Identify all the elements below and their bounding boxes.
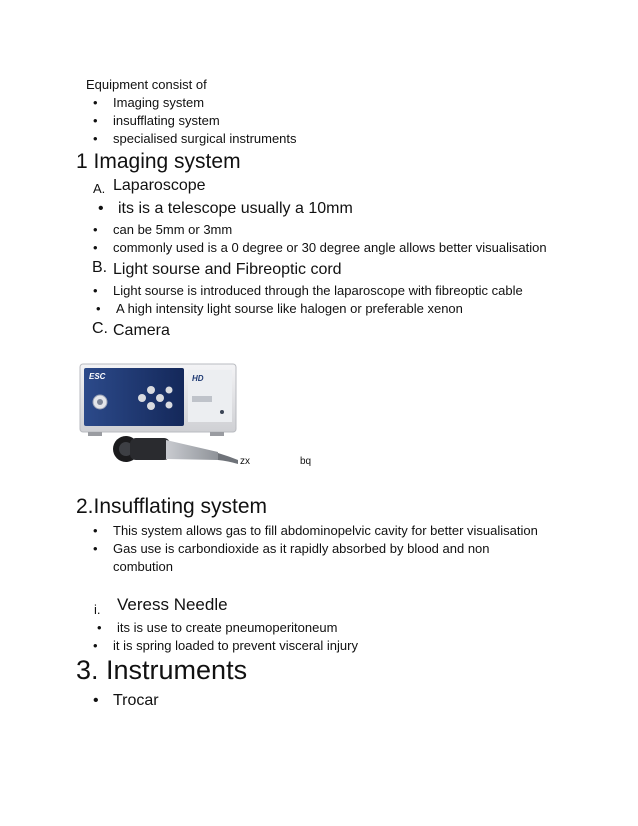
laparoscope-item-size: • can be 5mm or 3mm xyxy=(113,222,232,237)
subsection-b-marker: B. xyxy=(92,259,108,276)
figure-caption-bq: bq xyxy=(300,456,312,467)
subsection-c-label: Camera xyxy=(113,322,170,339)
light-item-introduced: • Light sourse is introduced through the laparoscope with fibreoptic cable xyxy=(113,283,523,298)
intro-item-insufflating: • insufflating system xyxy=(113,113,220,128)
subsection-c-marker: C. xyxy=(92,320,108,337)
laparoscope-item-angle: • commonly used is a 0 degree or 30 degree angle allows better visualisation xyxy=(113,240,547,255)
instruments-item-trocar: • Trocar xyxy=(113,692,159,710)
intro-item-instruments: • specialised surgical instruments xyxy=(113,131,297,146)
insufflation-item-co2-cont: combution xyxy=(113,559,173,574)
veress-item-spring: • it is spring loaded to prevent visceral injury xyxy=(113,638,358,653)
section3-title: 3. Instruments xyxy=(76,655,248,685)
subsection-i-marker: i. xyxy=(94,602,101,617)
section1-title: 1 Imaging system xyxy=(76,150,241,173)
subsection-b-label: Light sourse and Fibreoptic cord xyxy=(113,261,342,278)
subsection-a-label: Laparoscope xyxy=(113,177,206,194)
subsection-a-marker: A. xyxy=(93,181,106,196)
light-item-xenon: • A high intensity light sourse like halogen or preferable xenon xyxy=(116,301,463,316)
laparoscope-item-telescope: • its is a telescope usually a 10mm xyxy=(118,200,353,218)
subsection-i-label: Veress Needle xyxy=(117,595,228,614)
camera-device-image xyxy=(78,360,238,466)
section2-title: 2.Insufflating system xyxy=(76,495,268,518)
insufflation-item-gas-fill: • This system allows gas to fill abdominopelvic cavity for better visualisation xyxy=(113,523,538,538)
insufflation-item-co2: • Gas use is carbondioxide as it rapidly absorbed by blood and non xyxy=(113,541,490,556)
figure-caption-zx: zx xyxy=(240,456,250,467)
device-badge: HD xyxy=(192,374,204,383)
device-brand: ESC xyxy=(89,372,106,381)
veress-item-pneumo: • its is use to create pneumoperitoneum xyxy=(117,620,337,635)
intro-item-imaging: • Imaging system xyxy=(113,95,204,110)
intro-heading: Equipment consist of xyxy=(86,77,207,92)
